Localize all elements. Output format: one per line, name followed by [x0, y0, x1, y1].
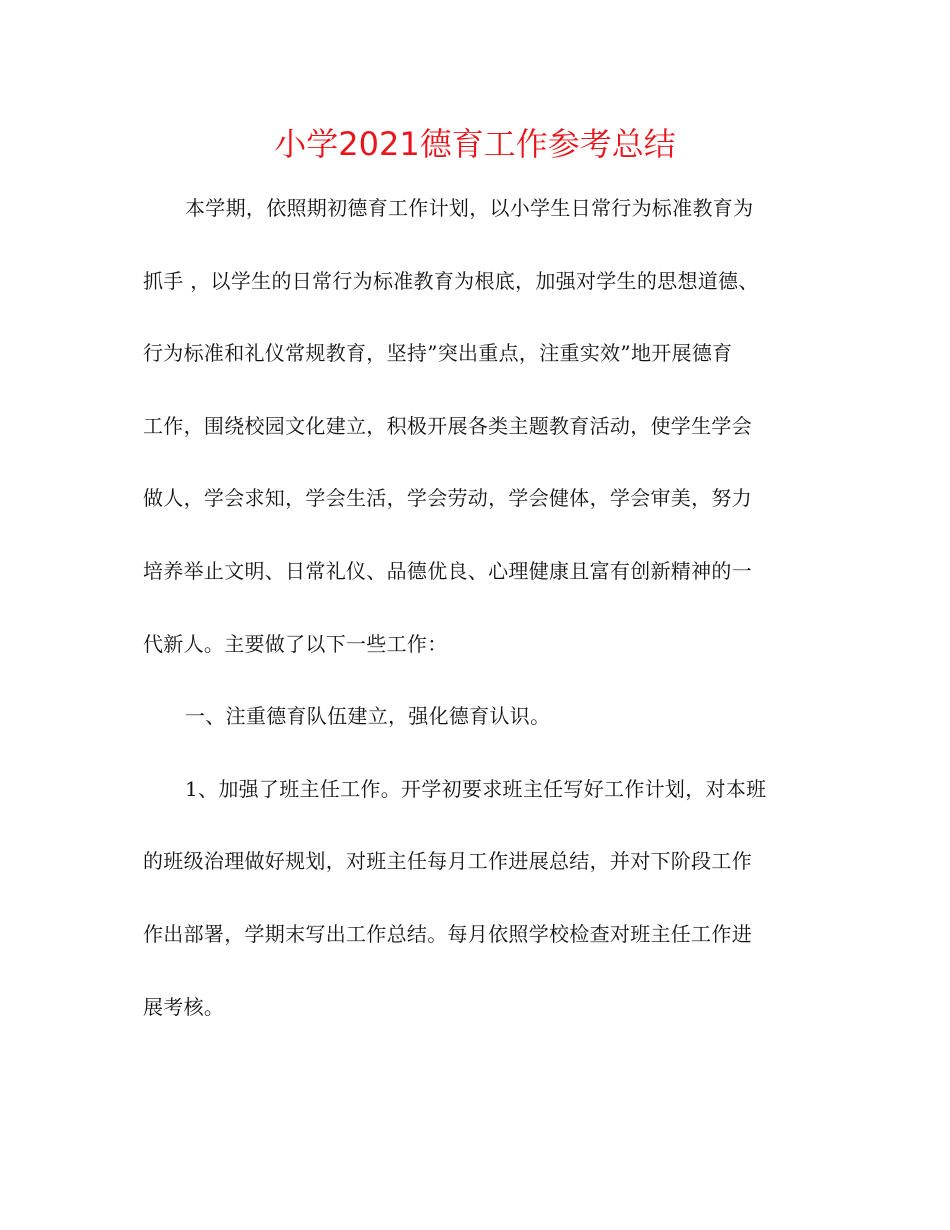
- document-body: [143, 172, 807, 1043]
- paragraph-line: 行为标准和礼仪常规教育，坚持”突出重点，注重实效”地开展德育: [143, 341, 733, 366]
- paragraph-line: 培养举止文明、日常礼仪、品德优良、心理健康且富有创新精神的一: [143, 558, 752, 583]
- paragraph-line: 抓手 ，以学生的日常行为标准教育为根底，加强对学生的思想道德、: [143, 268, 759, 293]
- paragraph-line: 展考核。: [143, 994, 225, 1019]
- paragraph-line: 本学期，依照期初德育工作计划，以小学生日常行为标准教育为: [185, 196, 754, 220]
- document-title: 小学2021德育工作参考总结: [274, 125, 676, 163]
- paragraph-line: 1、加强了班主任工作。开学初要求班主任写好工作计划，对本班: [185, 776, 767, 801]
- paragraph-line: 做人，学会求知，学会生活，学会劳动，学会健体，学会审美，努力: [143, 486, 752, 511]
- paragraph-line: 的班级治理做好规划，对班主任每月工作进展总结，并对下阶段工作: [143, 849, 752, 874]
- paragraph-line: 工作，围绕校园文化建立，积极开展各类主题教育活动，使学生学会: [143, 413, 752, 438]
- paragraph-line: 代新人。主要做了以下一些工作：: [143, 631, 448, 656]
- paragraph-line: 作出部署，学期末写出工作总结。每月依照学校检查对班主任工作进: [143, 921, 752, 946]
- section-heading: 一、注重德育队伍建立，强化德育认识。: [185, 704, 551, 729]
